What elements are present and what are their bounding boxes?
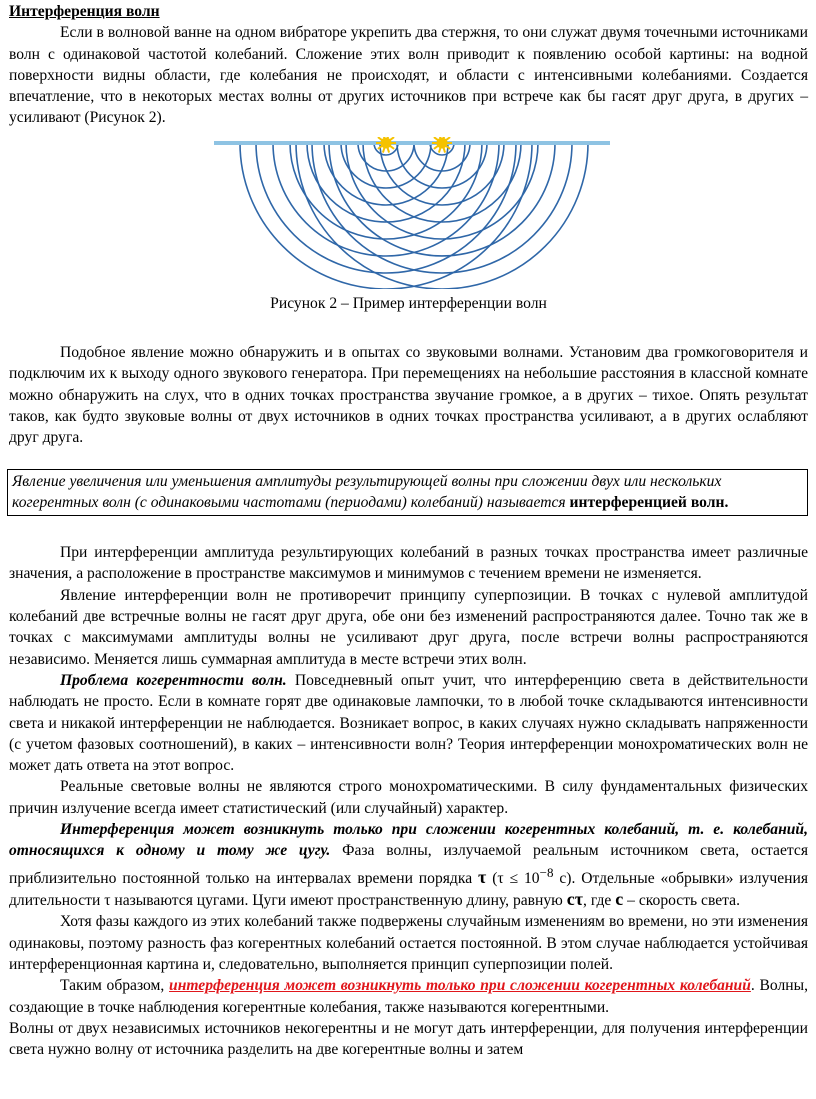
wave-front-2-9 xyxy=(296,143,588,289)
paragraph-real-waves: Реальные световые волны не являются строго монохроматическими. В силу фундаментальных физических причин излучение всегда имеет статистический (или случайный) характер. xyxy=(9,778,808,817)
trains-text-2: , где xyxy=(583,892,616,910)
definition-text: Явление увеличения или уменьшения амплитуды результирующей волны при сложении двух или нескольких когерентных волн (с одинаковыми частотами (периодами) колебаний) называется xyxy=(12,472,722,511)
coherence-lead: Проблема когерентности волн. xyxy=(60,671,287,689)
tau-symbol: τ xyxy=(478,866,487,887)
figure-interference xyxy=(9,137,808,289)
wave-front-1-9 xyxy=(240,143,532,289)
document-page xyxy=(9,0,808,1060)
figure-caption: Рисунок 2 – Пример интерференции волн xyxy=(270,294,547,312)
paragraph-independent-sources: Волны от двух независимых источников некогерентны и не могут дать интерференции, для получения интерференции света нужно волну от источника разделить на две когерентные волны и затем xyxy=(9,1019,808,1059)
paragraph-superposition: Явление интерференции волн не противоречит принципу суперпозиции. В точках с нулевой амплитудой колебаний две встречные волны не гасят друг друга, обе они без изменений распространяются далее. Точно так же в точках с максимумами амплитуды волны не усиливают друг друга, после встречи волны распространяются независимо. Меняется лишь суммарная амплитуда в месте встречи этих волн. xyxy=(9,586,808,668)
coherence-text: Повседневный опыт учит, что интерференцию света в действительности наблюдать не просто. Если в комнате горят две одинаковые лампочки, то в любой точке складываются интенсивности света и никакой интерференции не наблюдается. Возникает вопрос, в каких случаях нужно складывать напряженности (с учетом фазовых соотношений), в каких – интенсивности волн? Теория интерференции монохроматических волн не может дать ответа на этот вопрос. xyxy=(9,671,808,775)
trains-text-1: Фаза волны, излучаемой реальным источником света, остается приблизительно постоянной только на интервалах времени порядка xyxy=(9,842,808,887)
paragraph-coherence-problem xyxy=(9,670,808,776)
wave-front-1-8 xyxy=(256,143,516,273)
trains-lead: Интерференция может возникнуть только при сложении когерентных колебаний, т. е. колебаний, относящихся к одному и тому же цугу. xyxy=(9,821,808,860)
section-title: Интерференция волн xyxy=(9,3,160,20)
definition-term: интерференцией волн. xyxy=(569,493,729,511)
paragraph-sound: Подобное явление можно обнаружить и в опытах со звуковыми волнами. Установим два громкоговорителя и подключим их к выходу одного звукового генератора. При перемещениях на небольшие расстояния в классной комнате можно обнаружить на слух, что в одних точках пространства звучание громкое, а в других – тихое. Опять результат таков, как будто звуковые волны от двух источников в одних точках пространства усиливают, а в других ослабляют друг друга. xyxy=(9,344,808,447)
paragraph-phase: Хотя фазы каждого из этих колебаний также подвержены случайным изменениям во времени, но эти изменения одинаковы, поэтому разность фаз когерентных колебаний остается постоянной. В этом случае наблюдается устойчивая интерференционная картина и, следовательно, выполняется принцип суперпозиции полей. xyxy=(9,913,808,973)
wave-fronts xyxy=(240,143,588,289)
definition-box xyxy=(7,469,808,517)
interference-diagram xyxy=(214,137,610,289)
wave-front-1-6 xyxy=(290,143,482,239)
ct-symbol: cτ xyxy=(566,889,584,910)
paragraph-wave-trains xyxy=(9,819,808,911)
paragraph-wave-bath: Если в волновой ванне на одном вибраторе укрепить два стержня, то они служат двумя точечными источниками волн с одинаковой частотой колебаний. Сложение этих волн приводит к появлению особой картины: на водной поверхности видны области, где колебания не происходят, и области с интенсивными колебаниями. Создается впечатление, что в некоторых местах волны от других источников при встрече как бы гасят друг друга, в других – усиливают (Рисунок 2). xyxy=(9,24,808,127)
tau-exponent: −8 xyxy=(539,864,554,880)
trains-text-3: – скорость света. xyxy=(623,892,740,910)
paragraph-amplitude: При интерференции амплитуда результирующих колебаний в разных точках пространства имеет различные значения, а расположение в пространстве максимумов и минимумов с течением времени не изменяется. xyxy=(9,544,808,583)
tau-paren-open: (τ ≤ 10 xyxy=(486,869,540,887)
tau-paren-close: с). Отдельные «обрывки» излучения длительности τ называются цугами. Цуги имеют пространственную длину, равную xyxy=(9,869,808,910)
wave-front-2-6 xyxy=(346,143,538,239)
paragraph-conclusion xyxy=(9,975,808,1018)
water-surface-line xyxy=(214,141,610,145)
c-symbol: c xyxy=(615,889,624,910)
conclusion-suffix: . Волны, создающие в точке наблюдения когерентные колебания, также называются когерентными. xyxy=(9,977,808,1016)
conclusion-prefix: Таким образом, xyxy=(60,977,170,995)
wave-front-2-8 xyxy=(312,143,572,273)
conclusion-highlight: интерференция может возникнуть только при сложении когерентных колебаний xyxy=(169,977,751,995)
